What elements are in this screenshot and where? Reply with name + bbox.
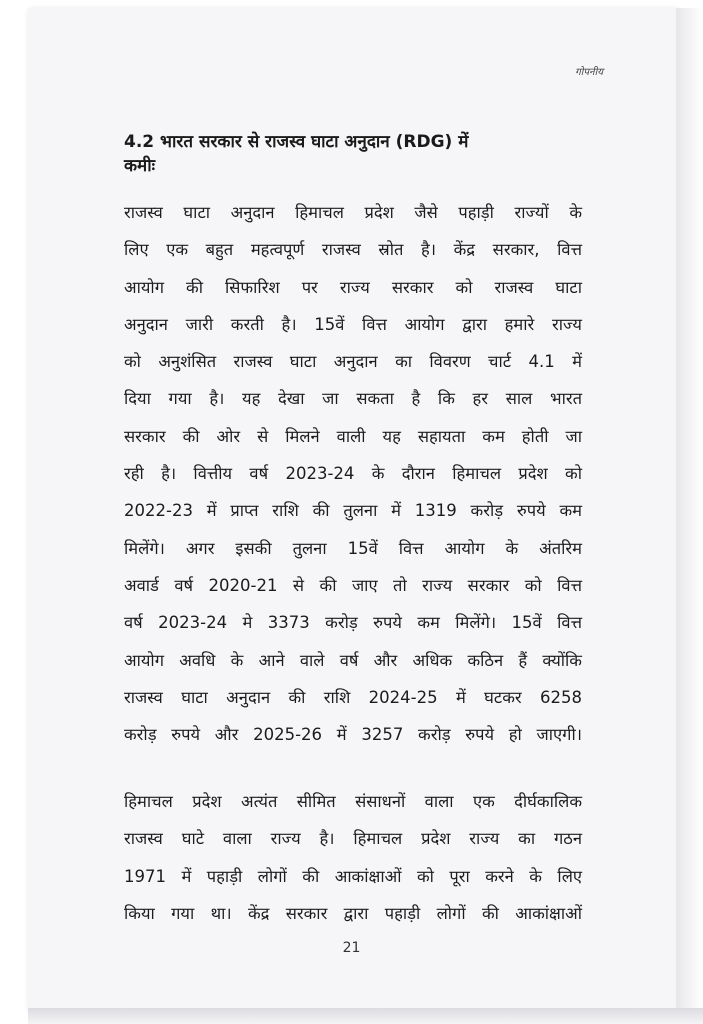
paragraph-line: करोड़ रुपये और 2025-26 में 3257 करोड़ रुपये हो जाएगी। (124, 725, 582, 745)
section-heading (124, 130, 584, 178)
page-number: 21 (342, 940, 361, 956)
section-heading-line-2: कमीः (124, 156, 156, 176)
paragraph-line: वर्ष 2023-24 मे 3373 करोड़ रुपये कम मिलेंगे। 15वें वित्त (124, 613, 582, 633)
paragraph-line: रही है। वित्तीय वर्ष 2023-24 के दौरान हिमाचल प्रदेश को (124, 464, 582, 484)
paragraph-line: 2022-23 में प्राप्त राशि की तुलना में 1319 करोड़ रुपये कम (124, 501, 582, 521)
paragraph-line: सरकार की ओर से मिलने वाली यह सहायता कम होती जा (124, 426, 582, 446)
paragraph-himachal-deficit-state (124, 783, 582, 932)
paragraph-line: दिया गया है। यह देखा जा सकता है कि हर साल भारत (124, 389, 582, 409)
paragraph-line: आयोग की सिफारिश पर राज्य सरकार को राजस्व घाटा (124, 277, 582, 297)
page-edge-shadow (676, 8, 703, 1008)
page-bottom-strip (28, 1008, 703, 1024)
classification-label: गोपनीय (575, 67, 603, 78)
paragraph-line: किया गया था। केंद्र सरकार द्वारा पहाड़ी लोगों की आकांक्षाओं (124, 903, 582, 923)
paragraph-line: को अनुशंसित राजस्व घाटा अनुदान का विवरण चार्ट 4.1 में (124, 352, 582, 372)
paragraph-line: आयोग अवधि के आने वाले वर्ष और अधिक कठिन हैं क्योंकि (124, 650, 582, 670)
paragraph-line: हिमाचल प्रदेश अत्यंत सीमित संसाधनों वाला एक दीर्घकालिक (124, 792, 582, 811)
paragraph-line: 1971 में पहाड़ी लोगों की आकांक्षाओं को पूरा करने के लिए (124, 866, 582, 886)
paragraph-line: राजस्व घाटा अनुदान की राशि 2024-25 में घटकर 6258 (124, 687, 582, 707)
paragraph-line: लिए एक बहुत महत्वपूर्ण राजस्व स्रोत है। केंद्र सरकार, वित्त (124, 240, 582, 260)
paragraph-line: अनुदान जारी करती है। 15वें वित्त आयोग द्वारा हमारे राज्य (124, 314, 582, 334)
section-heading-line-1: 4.2 भारत सरकार से राजस्व घाटा अनुदान (RDG) में (124, 132, 469, 152)
paragraph-line: अवार्ड वर्ष 2020-21 से की जाए तो राज्य सरकार को वित्त (124, 575, 582, 595)
paragraph-line: मिलेंगे। अगर इसकी तुलना 15वें वित्त आयोग के अंतरिम (124, 538, 582, 558)
paragraph-line: राजस्व घाटा अनुदान हिमाचल प्रदेश जैसे पहाड़ी राज्यों के (124, 203, 582, 222)
paragraph-revenue-deficit-grant (124, 194, 582, 753)
paragraph-line: राजस्व घाटे वाला राज्य है। हिमाचल प्रदेश राज्य का गठन (124, 829, 582, 849)
